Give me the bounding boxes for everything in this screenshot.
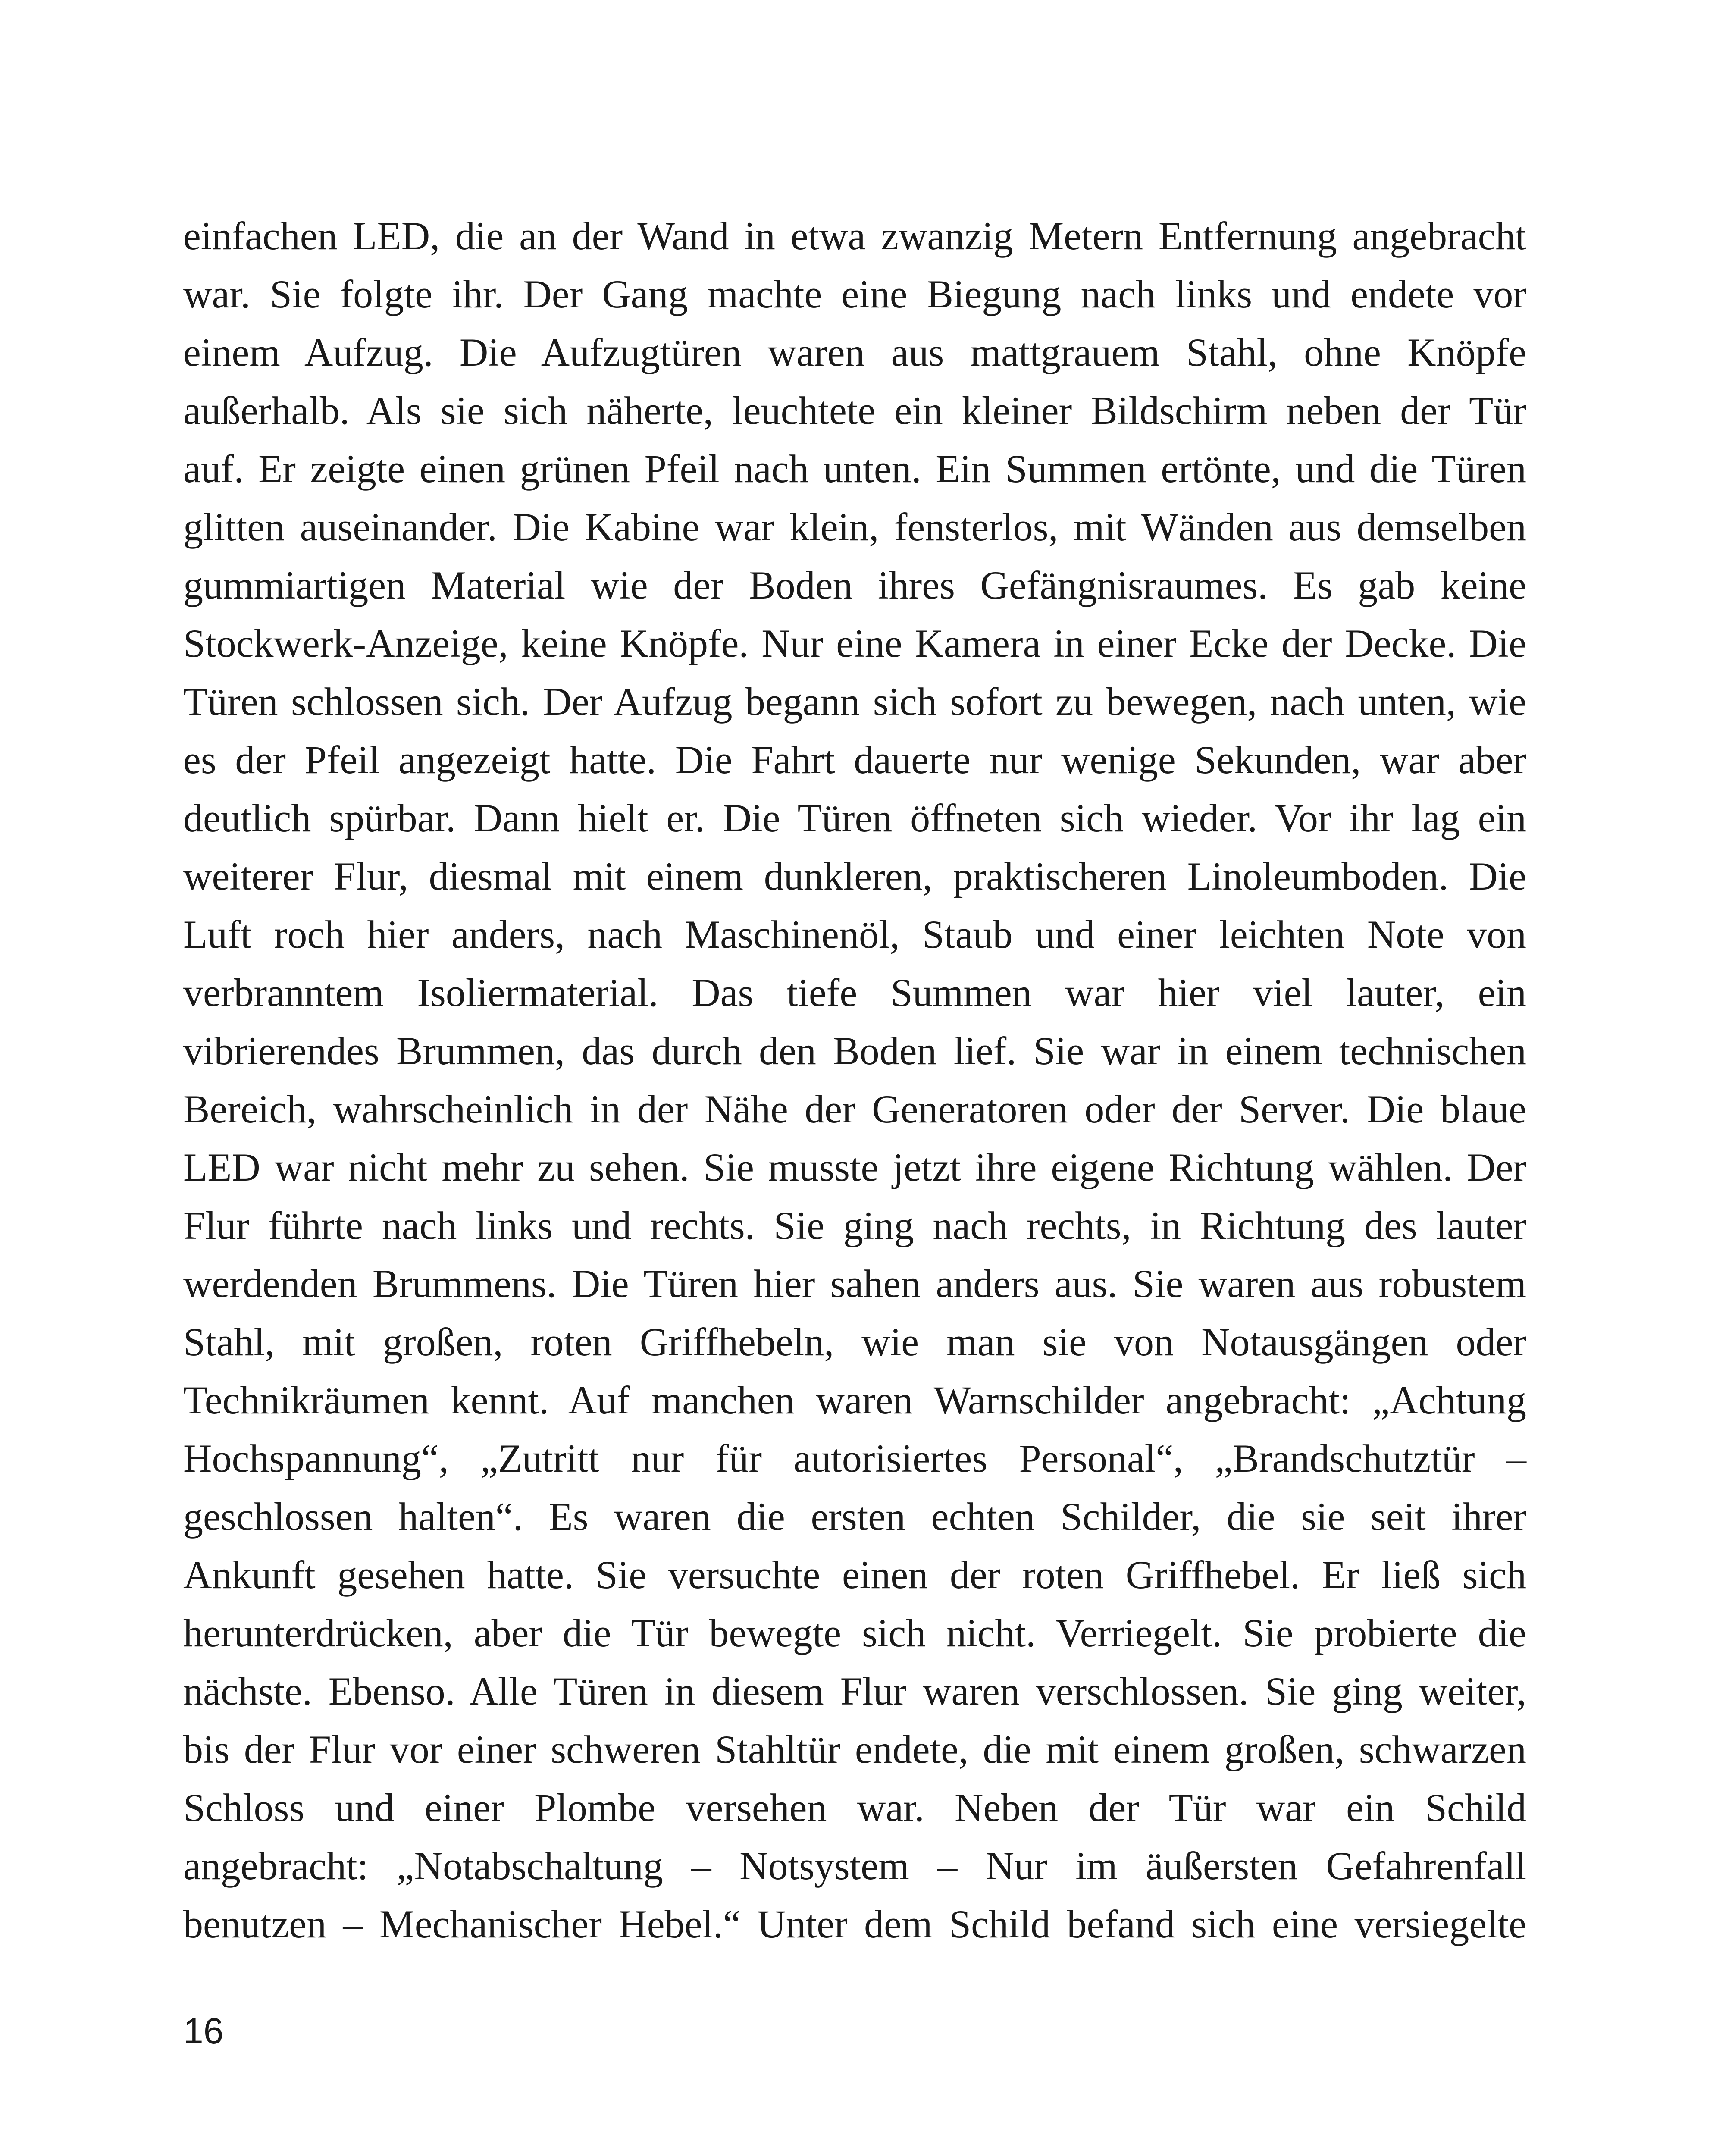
text-line: Hochspannung“, „Zutritt nur für autorisiertes Personal“, „Brandschutztür – xyxy=(183,1436,1526,1480)
text-line: einfachen LED, die an der Wand in etwa zwanzig Metern Entfernung angebracht xyxy=(183,214,1526,258)
text-line: verbranntem Isoliermaterial. Das tiefe Summen war hier viel lauter, ein xyxy=(183,971,1526,1015)
text-line: Schloss und einer Plombe versehen war. Neben der Tür war ein Schild xyxy=(183,1786,1526,1830)
text-line: einem Aufzug. Die Aufzugtüren waren aus mattgrauem Stahl, ohne Knöpfe xyxy=(183,330,1526,374)
text-line: gummiartigen Material wie der Boden ihres Gefängnisraumes. Es gab keine xyxy=(183,563,1526,607)
text-line: vibrierendes Brummen, das durch den Boden lief. Sie war in einem technischen xyxy=(183,1029,1526,1073)
text-line: benutzen – Mechanischer Hebel.“ Unter dem Schild befand sich eine versiegelte xyxy=(183,1902,1526,1946)
text-line: auf. Er zeigte einen grünen Pfeil nach unten. Ein Summen ertönte, und die Türen xyxy=(183,447,1526,491)
text-line: war. Sie folgte ihr. Der Gang machte eine Biegung nach links und endete vor xyxy=(183,272,1526,316)
text-line: herunterdrücken, aber die Tür bewegte sich nicht. Verriegelt. Sie probierte die xyxy=(183,1611,1526,1655)
text-line: werdenden Brummens. Die Türen hier sahen anders aus. Sie waren aus robustem xyxy=(183,1262,1526,1306)
text-line: Stockwerk-Anzeige, keine Knöpfe. Nur eine Kamera in einer Ecke der Decke. Die xyxy=(183,621,1526,665)
text-line: Stahl, mit großen, roten Griffhebeln, wie man sie von Notausgängen oder xyxy=(183,1320,1526,1364)
text-line: Luft roch hier anders, nach Maschinenöl, Staub und einer leichten Note von xyxy=(183,912,1526,956)
text-line: Türen schlossen sich. Der Aufzug begann sich sofort zu bewegen, nach unten, wie xyxy=(183,680,1526,724)
text-line: angebracht: „Notabschaltung – Notsystem – Nur im äußersten Gefahrenfall xyxy=(183,1844,1526,1888)
text-line: nächste. Ebenso. Alle Türen in diesem Flur waren verschlossen. Sie ging weiter, xyxy=(183,1669,1526,1713)
text-line: es der Pfeil angezeigt hatte. Die Fahrt dauerte nur wenige Sekunden, war aber xyxy=(183,738,1526,782)
text-line: LED war nicht mehr zu sehen. Sie musste jetzt ihre eigene Richtung wählen. Der xyxy=(183,1145,1526,1189)
text-line: außerhalb. Als sie sich näherte, leuchtete ein kleiner Bildschirm neben der Tür xyxy=(183,389,1526,432)
text-line: deutlich spürbar. Dann hielt er. Die Türen öffneten sich wieder. Vor ihr lag ein xyxy=(183,796,1526,840)
text-line: Ankunft gesehen hatte. Sie versuchte einen der roten Griffhebel. Er ließ sich xyxy=(183,1553,1526,1597)
text-line: bis der Flur vor einer schweren Stahltür endete, die mit einem großen, schwarzen xyxy=(183,1727,1526,1771)
text-line: glitten auseinander. Die Kabine war klein, fensterlos, mit Wänden aus demselben xyxy=(183,505,1526,549)
page-number: 16 xyxy=(183,2011,224,2051)
text-line: geschlossen halten“. Es waren die ersten echten Schilder, die sie seit ihrer xyxy=(183,1495,1526,1539)
text-line: Flur führte nach links und rechts. Sie ging nach rechts, in Richtung des lauter xyxy=(183,1203,1526,1247)
text-line: Bereich, wahrscheinlich in der Nähe der Generatoren oder der Server. Die blaue xyxy=(183,1087,1526,1131)
text-line: weiterer Flur, diesmal mit einem dunkleren, praktischeren Linoleumboden. Die xyxy=(183,854,1526,898)
text-line: Technikräumen kennt. Auf manchen waren Warnschilder angebracht: „Achtung xyxy=(183,1378,1526,1422)
